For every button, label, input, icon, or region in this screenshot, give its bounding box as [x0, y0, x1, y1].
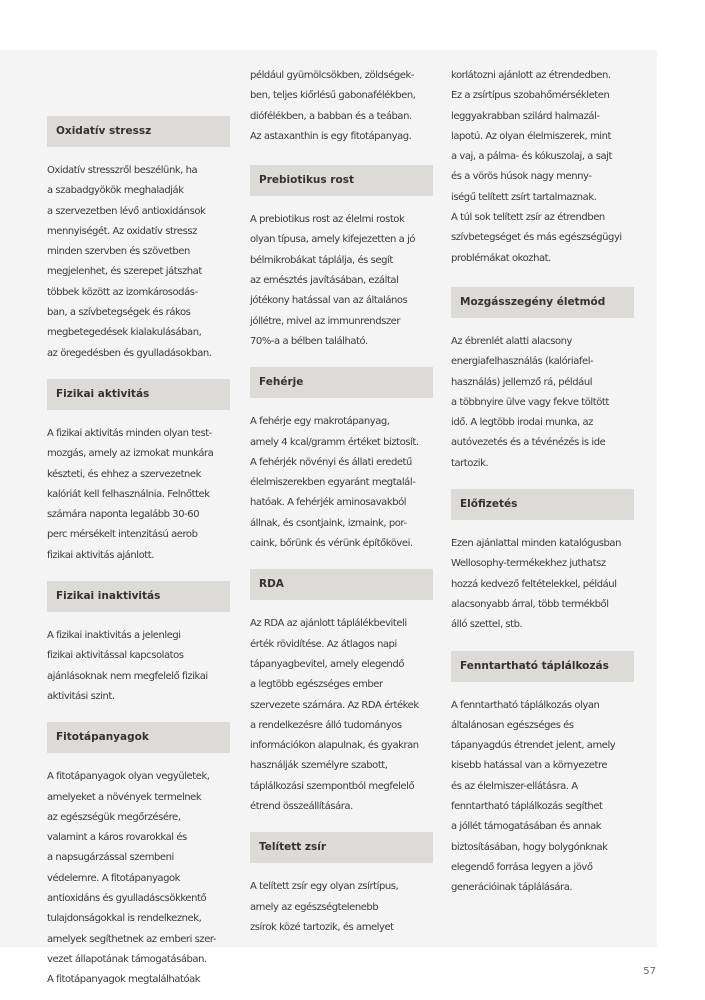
text-line: A fehérjék növényi és állati eredetű — [250, 456, 412, 468]
text-line: tápanyagbevitel, amely elegendő — [250, 658, 404, 670]
text-line: valamint a káros rovarokkal és — [47, 832, 187, 844]
text-line: használás) jellemző rá, például — [451, 376, 593, 388]
text-line: a szabadgyökök meghaladják — [47, 185, 184, 197]
text-line: a jóllét támogatásában és annak — [451, 821, 602, 833]
text-line: A fitotápanyagok olyan vegyületek, — [47, 771, 210, 783]
text-line: idő. A legtöbb irodai munka, az — [451, 417, 593, 429]
text-line: generációinak táplálására. — [451, 882, 573, 894]
text-line: megbetegedések kialakulásában, — [47, 327, 202, 339]
text-line: a többnyire ülve vagy fekve töltött — [451, 396, 609, 408]
text-line: étrend összeállítására. — [250, 801, 353, 813]
text-line: tartozik. — [451, 457, 489, 469]
text-line: problémákat okozhat. — [451, 252, 551, 264]
heading-elofizetes: Előfizetés — [451, 489, 634, 520]
text-line: állnak, és csontjaink, izmaink, por- — [250, 517, 407, 529]
text-line: biztosításában, hogy bolygónknak — [451, 841, 608, 853]
column-3 — [451, 66, 634, 899]
heading-telitett-zsir: Telített zsír — [250, 832, 433, 863]
text-line: az öregedésben és gyulladásokban. — [47, 347, 212, 359]
text-line: kalóriát kell felhasználnia. Felnőttek — [47, 488, 210, 500]
text-line: védelemre. A fitotápanyagok — [47, 872, 181, 884]
text-line: fizikai aktivitással kapcsolatos — [47, 650, 184, 662]
text-line: a legtöbb egészséges ember — [250, 679, 383, 691]
text-line: Ezen ajánlattal minden katalógusban — [451, 538, 621, 550]
text-line: aktivitási szint. — [47, 690, 115, 702]
text-line: szervezete számára. Az RDA értékek — [250, 699, 419, 711]
text-line: a szervezetben lévő antioxidánsok — [47, 205, 206, 217]
text-line: tulajdonságokkal is rendelkeznek, — [47, 913, 202, 925]
text-line: tápanyagdús étrendet jelent, amely — [451, 740, 616, 752]
text-line: 70%-a a bélben található. — [250, 335, 368, 347]
body-fitotapanyagok-continued — [250, 66, 433, 147]
text-line: amely az egészségtelenebb — [250, 901, 379, 913]
text-line: ban, a szívbetegségek és rákos — [47, 307, 191, 319]
text-line: energiafelhasználás (kalóriafel- — [451, 356, 594, 368]
text-line: vezet állapotának támogatásában. — [47, 953, 207, 965]
body-prebiotikus-rost — [250, 210, 433, 352]
column-1 — [47, 116, 230, 991]
text-line: korlátozni ajánlott az étrendedben. — [451, 70, 611, 81]
text-line: számára naponta legalább 30-60 — [47, 509, 200, 521]
column-2 — [250, 66, 433, 938]
text-line: jótékony hatással van az általános — [250, 295, 408, 307]
text-line: mozgás, amely az izmokat munkára — [47, 448, 214, 460]
text-line: A fenntartható táplálkozás olyan — [451, 699, 600, 711]
text-line: antioxidáns és gyulladáscsökkentő — [47, 893, 207, 905]
text-line: Ez a zsírtípus szobahőmérsékleten — [451, 90, 610, 102]
text-line: Az astaxanthin is egy fitotápanyag. — [250, 130, 412, 142]
heading-fenntarthato-taplalkozas: Fenntartható táplálkozás — [451, 651, 634, 682]
text-line: a vaj, a pálma- és kókuszolaj, a sajt — [451, 151, 612, 163]
text-line: az egészségük megőrzésére, — [47, 811, 181, 823]
text-line: ajánlásoknak nem megfelelő fizikai — [47, 670, 208, 682]
text-line: A fitotápanyagok megtalálhatóak — [47, 974, 201, 986]
text-line: iségű telített zsírt tartalmaznak. — [451, 191, 597, 203]
text-line: autóvezetés és a tévénézés is ide — [451, 437, 606, 449]
page-number: 57 — [643, 966, 656, 977]
text-line: elegendő forrása legyen a jövő — [451, 861, 593, 873]
text-line: leggyakrabban szilárd halmazál- — [451, 110, 600, 122]
text-line: az emésztés javításában, ezáltal — [250, 275, 399, 287]
body-elofizetes — [451, 534, 634, 635]
text-line: zsírok közé tartozik, és amelyet — [250, 921, 394, 933]
text-line: információkon alapulnak, és gyakran — [250, 740, 419, 752]
text-line: élelmiszerekben egyaránt megtalál- — [250, 477, 416, 489]
text-line: lapotú. Az olyan élelmiszerek, mint — [451, 130, 611, 142]
text-line: A prebiotikus rost az élelmi rostok — [250, 214, 405, 226]
text-line: minden szervben és szövetben — [47, 246, 190, 258]
text-line: A fizikai aktivitás minden olyan test- — [47, 427, 212, 439]
body-mozgasszegeny-eletmod — [451, 332, 634, 474]
text-line: készteti, és ehhez a szervezetnek — [47, 468, 201, 480]
text-line: Az RDA az ajánlott táplálékbeviteli — [250, 618, 407, 630]
text-line: A telített zsír egy olyan zsírtípus, — [250, 881, 399, 893]
text-line: táplálkozási szempontból megfelelő — [250, 780, 415, 792]
text-line: amelyek segíthetnek az emberi szer- — [47, 933, 217, 945]
body-fizikai-inaktivitas — [47, 626, 230, 707]
text-line: diófélékben, a babban és a teában. — [250, 110, 412, 122]
heading-fitotapanyagok: Fitotápanyagok — [47, 722, 230, 753]
text-line: hozzá kedvező feltételekkel, például — [451, 578, 617, 590]
text-line: bélmikrobákat táplálja, és segít — [250, 254, 393, 266]
text-line: álló szettel, stb. — [451, 619, 523, 631]
text-line: A fehérje egy makrotápanyag, — [250, 416, 390, 428]
body-fenntarthato-taplalkozas — [451, 696, 634, 899]
text-line: többek között az izomkárosodás- — [47, 286, 198, 298]
text-line: perc mérsékelt intenzitású aerob — [47, 529, 198, 541]
heading-fizikai-inaktivitas: Fizikai inaktivitás — [47, 581, 230, 612]
body-fitotapanyagok — [47, 767, 230, 990]
text-line: alacsonyabb árral, több termékből — [451, 598, 609, 610]
heading-fizikai-aktivitas: Fizikai aktivitás — [47, 379, 230, 410]
body-telitett-zsir-continued — [451, 66, 634, 269]
text-line: A fizikai inaktivitás a jelenlegi — [47, 630, 181, 642]
text-line: ben, teljes kiőrlésű gabonafélékben, — [250, 90, 416, 102]
text-line: fenntartható táplálkozás segíthet — [451, 801, 603, 813]
text-line: mennyiségét. Az oxidatív stressz — [47, 225, 197, 237]
body-rda — [250, 614, 433, 817]
heading-rda: RDA — [250, 569, 433, 600]
text-line: olyan típusa, amely kifejezetten a jó — [250, 234, 416, 246]
body-telitett-zsir — [250, 877, 433, 938]
text-line: caink, bőrünk és vérünk építőkövei. — [250, 538, 413, 550]
text-line: érték rövidítése. Az átlagos napi — [250, 638, 397, 650]
heading-prebiotikus-rost: Prebiotikus rost — [250, 165, 433, 196]
text-line: például gyümölcsökben, zöldségek- — [250, 70, 415, 81]
text-line: amely 4 kcal/gramm értéket biztosít. — [250, 436, 419, 448]
text-line: Oxidatív stresszről beszélünk, ha — [47, 165, 198, 176]
text-line: használják személyre szabott, — [250, 760, 388, 772]
text-line: Wellosophy-termékekhez juthatsz — [451, 558, 606, 570]
text-line: hatóak. A fehérjék aminosavakból — [250, 497, 407, 509]
heading-feherje: Fehérje — [250, 367, 433, 398]
text-line: jóllétre, mivel az immunrendszer — [250, 315, 401, 327]
text-line: a rendelkezésre álló tudományos — [250, 719, 402, 731]
text-line: megjelenhet, és szerepet játszhat — [47, 266, 202, 278]
text-line: szívbetegséget és más egészségügyi — [451, 232, 622, 244]
text-line: A túl sok telített zsír az étrendben — [451, 212, 605, 224]
text-line: amelyeket a növények termelnek — [47, 791, 202, 803]
text-line: általánosan egészséges és — [451, 719, 574, 731]
heading-mozgasszegeny-eletmod: Mozgásszegény életmód — [451, 287, 634, 318]
body-feherje — [250, 412, 433, 554]
body-oxidativ-stressz — [47, 161, 230, 364]
text-line: fizikai aktivitás ajánlott. — [47, 549, 154, 561]
text-line: Az ébrenlét alatti alacsony — [451, 335, 572, 347]
text-line: és az élelmiszer-ellátásra. A — [451, 780, 578, 792]
heading-oxidativ-stressz: Oxidatív stressz — [47, 116, 230, 147]
text-line: és a vörös húsok nagy menny- — [451, 171, 592, 183]
text-line: a napsugárzással szembeni — [47, 852, 174, 864]
body-fizikai-aktivitas — [47, 424, 230, 566]
text-line: kisebb hatással van a környezetre — [451, 760, 608, 772]
